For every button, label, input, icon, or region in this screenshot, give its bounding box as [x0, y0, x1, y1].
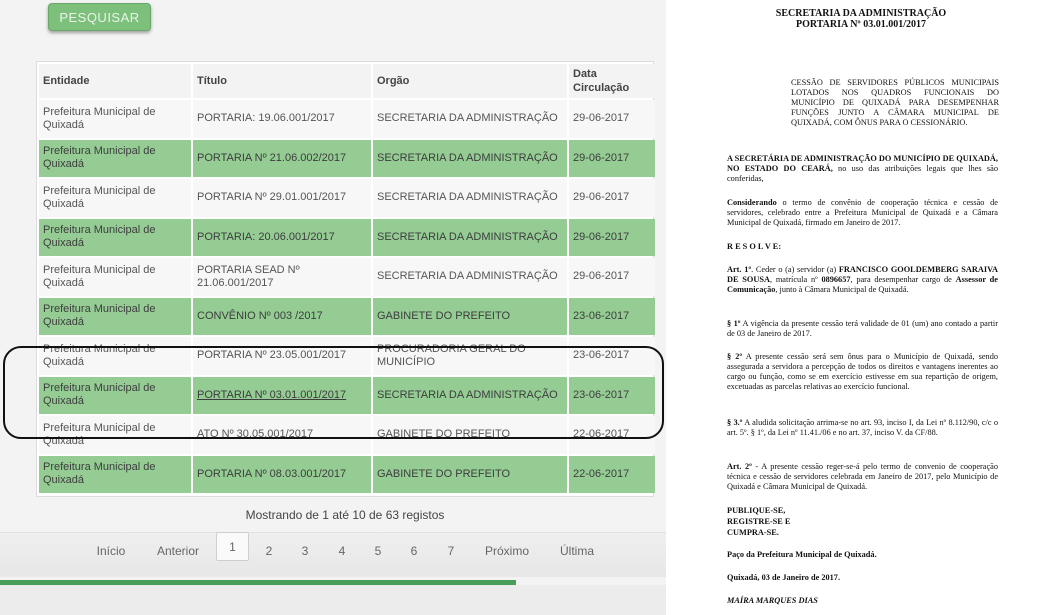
cell-data: 23-06-2017: [569, 377, 655, 415]
doc-art1-text-d: , junto à Câmara Municipal de Quixadá.: [775, 285, 909, 295]
doc-paragraph-1: [727, 319, 998, 339]
annotation-highlight-box: [3, 346, 664, 439]
cell-entidade: Prefeitura Municipal de Quixadá: [39, 456, 191, 494]
cell-orgao: PROCURADORIA GERAL DO MUNICÍPIO: [373, 337, 567, 375]
table-row[interactable]: [39, 140, 655, 178]
table-row[interactable]: [39, 258, 655, 296]
table-row[interactable]: [39, 456, 655, 494]
doc-considerando-rest: o termo de convênio de cooperação técnica e cessão de servidores, celebrado entre a Prefeitura Municipal de Quixadá e a Câmara Municipal de Quixadá, firmado em Janeiro de 2017.: [727, 198, 998, 228]
page-4[interactable]: 4: [338, 544, 346, 558]
cell-titulo[interactable]: PORTARIA Nº 29.01.001/2017: [193, 179, 371, 217]
doc-paragraph-3: [727, 418, 998, 438]
doc-registre: REGISTRE-SE E: [727, 517, 791, 526]
doc-art1-cargo: Assessor de Comunicação: [727, 275, 998, 295]
cell-titulo[interactable]: PORTARIA SEAD Nº 21.06.001/2017: [193, 258, 371, 296]
doc-cumpra: CUMPRA-SE.: [727, 528, 779, 537]
cell-entidade: Prefeitura Municipal de Quixadá: [39, 377, 191, 415]
cell-data: 23-06-2017: [569, 298, 655, 336]
table-row[interactable]: [39, 298, 655, 336]
footer-area: [0, 585, 666, 615]
page-2[interactable]: 2: [265, 544, 273, 558]
doc-art1-matricula: 0896657: [821, 275, 851, 285]
cell-data: 23-06-2017: [569, 337, 655, 375]
page-next[interactable]: Próximo: [484, 544, 529, 558]
cell-data: 29-06-2017: [569, 179, 655, 217]
doc-art1-name: FRANCISCO GOOLDEMBERG SARAIVA DE SOUSA: [727, 265, 998, 285]
table-header: [39, 64, 655, 98]
cell-entidade: Prefeitura Municipal de Quixadá: [39, 258, 191, 296]
cell-data: 29-06-2017: [569, 258, 655, 296]
doc-art1-text-c: , para desempenhar cargo de: [850, 275, 956, 285]
cell-data: 29-06-2017: [569, 100, 655, 138]
page-6[interactable]: 6: [410, 544, 418, 558]
cell-orgao: GABINETE DO PREFEITO: [373, 298, 567, 336]
header-entidade[interactable]: Entidade: [39, 64, 191, 98]
doc-signer: MAÍRA MARQUES DIAS: [727, 596, 818, 605]
table-row[interactable]: [39, 219, 655, 257]
doc-considerando-bold: Considerando: [727, 198, 777, 207]
cell-orgao: SECRETARIA DA ADMINISTRAÇÃO: [373, 219, 567, 257]
page-prev[interactable]: Anterior: [156, 544, 200, 558]
cell-titulo[interactable]: ATO Nº 30.05.001/2017: [193, 416, 371, 454]
doc-paco: Paço da Prefeitura Municipal de Quixadá.: [727, 550, 877, 559]
doc-art1-text-a: . Ceder o (a) servidor (a): [751, 265, 839, 274]
cell-orgao: SECRETARIA DA ADMINISTRAÇÃO: [373, 377, 567, 415]
table-row[interactable]: [39, 179, 655, 217]
doc-article-1: [727, 265, 998, 295]
header-data[interactable]: Data Circulação: [569, 64, 655, 98]
doc-art1-text-b: , matrícula nº: [769, 275, 822, 285]
doc-intro-bold: A SECRETÁRIA DE ADMINISTRAÇÃO DO MUNICÍPIO DE QUIXADÁ, NO ESTADO DO CEARÁ,: [727, 154, 998, 174]
doc-ementa: CESSÃO DE SERVIDORES PÚBLICOS MUNICIPAIS LOTADOS NOS QUADROS FUNCIONAIS DO MUNICÍPIO DE QUIXADÁ PARA DESEMPENHAR FUNÇÕES JUNTO A CÂMARA MUNICIPAL DE QUIXADÁ, COM ÔNUS PARA O CESSIONÁRIO.: [791, 78, 999, 128]
doc-paragraph-intro: [727, 154, 998, 184]
doc-par2-label: § 2º: [727, 352, 743, 361]
doc-publique: PUBLIQUE-SE,: [727, 506, 786, 515]
page-3[interactable]: 3: [301, 544, 309, 558]
cell-entidade: Prefeitura Municipal de Quixadá: [39, 179, 191, 217]
doc-par3-text: A aludida solicitação arrima-se no art. 93, inciso I, da Lei nº 8.112/90, c/c o art. 5º. § 1º, da Lei nº 11.41./06 e no art. 37, inciso V. da CF/88.: [727, 418, 998, 438]
cell-titulo[interactable]: PORTARIA Nº 08.03.001/2017: [193, 456, 371, 494]
cell-entidade: Prefeitura Municipal de Quixadá: [39, 298, 191, 336]
cell-data: 29-06-2017: [569, 140, 655, 178]
doc-art2-text: - A presente cessão reger-se-á pelo termo de convenio de cooperação técnica e cessão de servidores celebrada em Janeiro de 2017, pelo Município de Quixadá e Câmara Municipal de Quixadá.: [727, 462, 998, 492]
doc-paragraph-considerando: [727, 198, 998, 228]
doc-par2-text: A presente cessão será sem ônus para o Município de Quixadá, sendo assegurada a servidora a percepção de todos os direitos e vantagens inerentes ao cargo ou função, como se em exercício estivesse em sua repartição de origem, excetuadas as parcelas relativas ao exercício funcional.: [727, 352, 998, 392]
cell-titulo[interactable]: PORTARIA Nº 21.06.002/2017: [193, 140, 371, 178]
cell-entidade: Prefeitura Municipal de Quixadá: [39, 219, 191, 257]
doc-intro-rest: no uso das atribuições legais que lhes são conferidas,: [727, 164, 998, 184]
doc-resolve: R E S O L V E:: [727, 242, 782, 251]
cell-orgao: SECRETARIA DA ADMINISTRAÇÃO: [373, 258, 567, 296]
cell-data: 22-06-2017: [569, 456, 655, 494]
table-row[interactable]: [39, 100, 655, 138]
header-titulo[interactable]: Título: [193, 64, 371, 98]
cell-entidade: Prefeitura Municipal de Quixadá: [39, 337, 191, 375]
cell-orgao: SECRETARIA DA ADMINISTRAÇÃO: [373, 179, 567, 217]
doc-article-2: [727, 462, 998, 492]
page-first[interactable]: Início: [96, 544, 126, 558]
cell-data: 22-06-2017: [569, 416, 655, 454]
cell-orgao: GABINETE DO PREFEITO: [373, 416, 567, 454]
doc-art1-label: Art. 1º: [727, 265, 752, 274]
page-5[interactable]: 5: [374, 544, 382, 558]
cell-entidade: Prefeitura Municipal de Quixadá: [39, 416, 191, 454]
cell-data: 29-06-2017: [569, 219, 655, 257]
cell-entidade: Prefeitura Municipal de Quixadá: [39, 100, 191, 138]
cell-titulo[interactable]: PORTARIA: 19.06.001/2017: [193, 100, 371, 138]
page-7[interactable]: 7: [447, 544, 455, 558]
cell-titulo[interactable]: CONVÊNIO Nº 003 /2017: [193, 298, 371, 336]
document-page: [666, 0, 1039, 615]
page-last[interactable]: Última: [559, 544, 594, 558]
doc-par1-text: A vigência da presente cessão terá validade de 01 (um) ano contado a partir de 03 de Janeiro de 2017.: [727, 319, 998, 339]
cell-titulo[interactable]: PORTARIA Nº 23.05.001/2017: [193, 337, 371, 375]
header-orgao[interactable]: Orgão: [373, 64, 567, 98]
doc-title-portaria: PORTARIA Nº 03.01.001/2017: [796, 19, 926, 30]
cell-orgao: SECRETARIA DA ADMINISTRAÇÃO: [373, 140, 567, 178]
doc-par1-label: § 1º: [727, 319, 741, 328]
doc-par3-label: § 3.º: [727, 418, 743, 427]
cell-titulo[interactable]: PORTARIA Nº 03.01.001/2017: [193, 377, 371, 415]
doc-date: Quixadá, 03 de Janeiro de 2017.: [727, 573, 841, 582]
doc-art2-label: Art. 2º: [727, 462, 752, 471]
page-1[interactable]: 1: [216, 532, 249, 561]
doc-title-secretaria: SECRETARIA DA ADMINISTRAÇÃO: [775, 8, 947, 19]
cell-titulo[interactable]: PORTARIA: 20.06.001/2017: [193, 219, 371, 257]
cell-orgao: GABINETE DO PREFEITO: [373, 456, 567, 494]
doc-paragraph-2: [727, 352, 998, 392]
search-button[interactable]: PESQUISAR: [48, 3, 151, 31]
cell-orgao: SECRETARIA DA ADMINISTRAÇÃO: [373, 100, 567, 138]
cell-entidade: Prefeitura Municipal de Quixadá: [39, 140, 191, 178]
results-info: Mostrando de 1 até 10 de 63 registos: [245, 508, 445, 522]
